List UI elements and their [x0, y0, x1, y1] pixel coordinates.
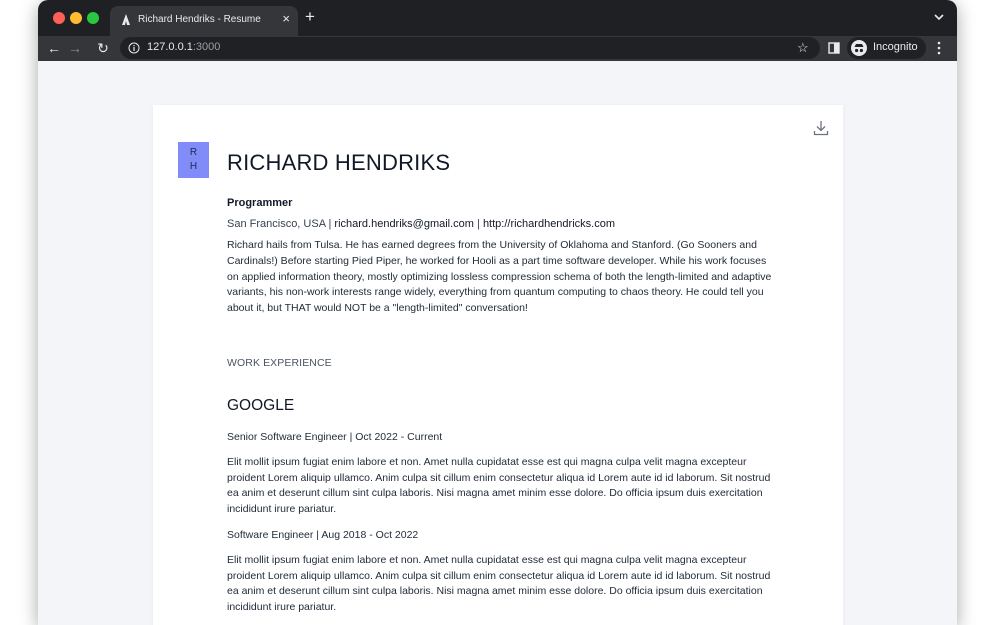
tab-title: Richard Hendriks - Resume: [138, 14, 261, 25]
page-viewport: [38, 61, 957, 625]
role-heading: Software Engineer | Aug 2018 - Oct 2022: [227, 529, 419, 541]
browser-window: [38, 0, 957, 625]
new-tab-button[interactable]: +: [305, 7, 315, 26]
role-description: Elit mollit ipsum fugiat enim labore et non. Amet nulla cupidatat esse est qui magna culpa velit magna excepteur proident Lorem aliquip ullamco. Anim culpa sit cillum enim consectetur aliqua id Lorem aute id id laborum. Sit nostrud ea anim et deserunt cillum sint culpa laboris. Nisi magna amet minim esse dolore. Do officia ipsum duis exercitation incididunt irure pariatur.: [227, 554, 771, 613]
resume-title: Programmer: [227, 197, 293, 209]
incognito-icon: [851, 40, 867, 56]
download-icon[interactable]: [812, 119, 830, 137]
contact-separator: |: [473, 218, 483, 230]
tab-bar: [38, 0, 957, 36]
info-icon[interactable]: [128, 42, 140, 54]
role-description: Elit mollit ipsum fugiat enim labore et non. Amet nulla cupidatat esse est qui magna culpa velit magna excepteur proident Lorem aliquip ullamco. Anim culpa sit cillum enim consectetur aliqua id Lorem aute id id laborum. Sit nostrud ea anim et deserunt cillum sint culpa laboris. Nisi magna amet minim esse dolore. Do officia ipsum duis exercitation incididunt irure pariatur.: [227, 456, 771, 515]
avatar: R H: [178, 142, 209, 178]
bio-paragraph: Richard hails from Tulsa. He has earned degrees from the University of Oklahoma and Stanford. (Go Sooners and Cardinals!) Before starting Pied Piper, he worked for Hooli as a part time software developer. While his work focuses on applied information theory, mostly optimizing lossless compression schema of both the length-limited and adaptive variants, his non-work interests range widely, everything from quantum computing to chaos theory. He could tell you about it, but THAT would NOT be a "length-limited" conversation!: [227, 239, 772, 315]
role-heading: Senior Software Engineer | Oct 2022 - Current: [227, 431, 443, 443]
tab-favicon-icon: [120, 13, 132, 27]
kebab-menu-icon[interactable]: [936, 41, 942, 55]
incognito-profile-button[interactable]: [847, 37, 926, 59]
maximize-window-button[interactable]: [87, 12, 99, 24]
arrow-right-icon[interactable]: →: [68, 40, 82, 56]
close-window-button[interactable]: [53, 12, 65, 24]
resume-card: [153, 105, 843, 625]
url-text: [147, 41, 220, 53]
resume-name: RICHARD HENDRIKS: [227, 150, 451, 175]
url-host: 127.0.0.1: [147, 41, 193, 53]
company-name: GOOGLE: [227, 397, 295, 414]
arrow-left-icon[interactable]: ←: [47, 40, 61, 56]
work-experience-heading: WORK EXPERIENCE: [227, 357, 332, 369]
side-panel-icon[interactable]: [828, 42, 840, 54]
email-link[interactable]: richard.hendriks@gmail.com: [334, 218, 474, 230]
address-bar[interactable]: [120, 37, 820, 59]
incognito-label: Incognito: [873, 41, 918, 53]
tab-search-chevron-icon[interactable]: [933, 11, 945, 23]
contact-line: [227, 218, 615, 230]
tab-close-icon[interactable]: ×: [282, 11, 290, 26]
reload-icon[interactable]: ↻: [97, 40, 109, 56]
url-port: :3000: [192, 41, 221, 53]
browser-toolbar: [38, 36, 957, 61]
tab-resume[interactable]: [110, 6, 298, 36]
website-link[interactable]: http://richardhendricks.com: [482, 218, 615, 230]
star-icon[interactable]: ☆: [797, 40, 809, 55]
minimize-window-button[interactable]: [70, 12, 82, 24]
location-text: San Francisco, USA |: [227, 218, 335, 230]
